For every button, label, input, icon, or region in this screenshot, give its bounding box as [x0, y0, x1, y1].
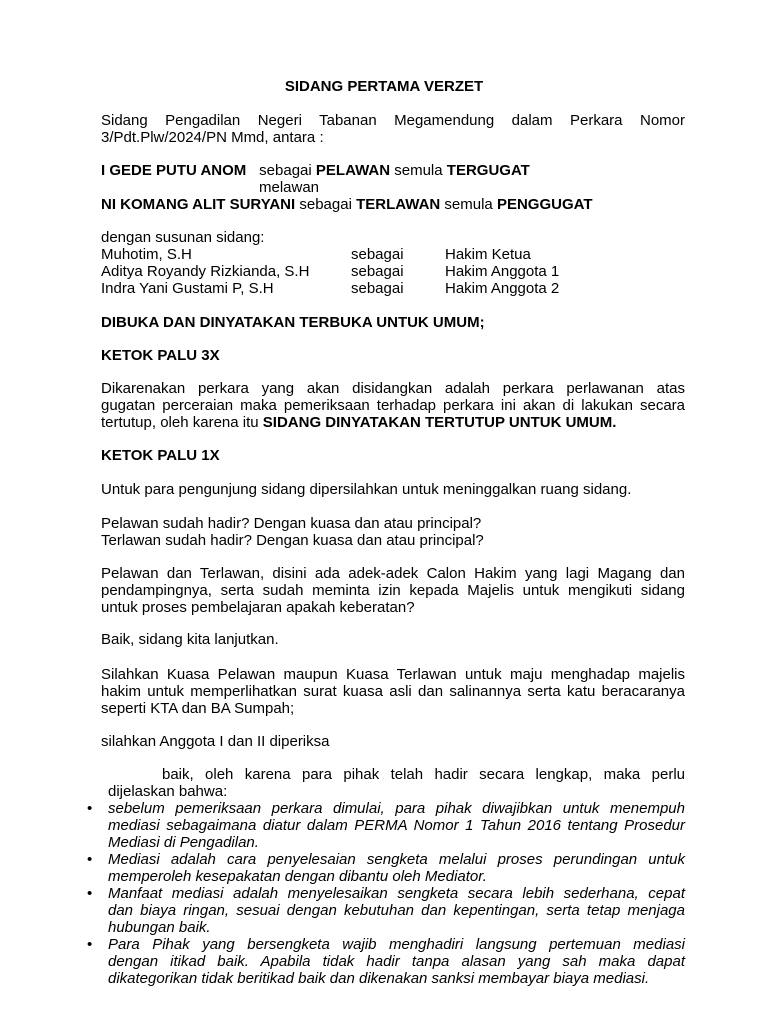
defendant-as-2: semula: [444, 196, 493, 213]
bench-member: [101, 280, 685, 297]
bullet-line: mediasi sebagaimana diatur dalam PERMA Nomor 1 Tahun 2016 tentang Prosedur: [108, 817, 685, 834]
member-role: Hakim Anggota 1: [445, 263, 560, 280]
bullet-line: Mediasi di Pengadilan.: [108, 834, 259, 851]
intro-paragraph: [101, 112, 685, 146]
member-name: Aditya Royandy Rizkianda, S.H: [101, 263, 310, 280]
bullet-dot-icon: •: [87, 885, 93, 902]
closed-session-declaration: SIDANG DINYATAKAN TERTUTUP UNTUK UMUM.: [262, 414, 617, 431]
counsel-paragraph: [101, 666, 685, 717]
mediation-bullet-list: [87, 800, 685, 987]
bench-composition: [101, 229, 685, 297]
intro-line-1: Sidang Pengadilan Negeri Tabanan Megamendung dalam Perkara Nomor: [101, 112, 685, 129]
defendant-as-1: sebagai: [299, 196, 352, 213]
bullet-line: Mediasi adalah cara penyelesaian sengketa melalui proses perundingan untuk: [108, 851, 685, 868]
closed-line-3: [101, 414, 685, 431]
bullet-line: Para Pihak yang bersengketa wajib menghadiri langsung pertemuan mediasi: [108, 936, 685, 953]
document-title: SIDANG PERTAMA VERZET: [284, 78, 484, 95]
bullet-line: Manfaat mediasi adalah menyelesaikan sengketa secara lebih sederhana, cepat: [108, 885, 685, 902]
interns-line-1: Pelawan dan Terlawan, disini ada adek-adek Calon Hakim yang lagi Magang dan: [101, 565, 685, 582]
member-role: Hakim Ketua: [445, 246, 531, 263]
member-role: Hakim Anggota 2: [445, 280, 560, 297]
versus-label: melawan: [259, 179, 320, 196]
closed-session-paragraph: [101, 380, 685, 431]
bullet-dot-icon: •: [87, 800, 93, 817]
counsel-line-2: hakim untuk memperlihatkan surat kuasa asli dan salinannya serta katu beracaranya: [101, 683, 685, 700]
question-defendant: Terlawan sudah hadir? Dengan kuasa dan atau principal?: [101, 532, 484, 549]
member-name: Muhotim, S.H: [101, 246, 192, 263]
bench-member: [101, 263, 685, 280]
bullet-line: dengan itikad baik. Apabila tidak hadir tanpa alasan yang sah maka dapat: [108, 953, 685, 970]
defendant-name: NI KOMANG ALIT SURYANI: [101, 196, 296, 213]
bullet-item: [87, 851, 685, 885]
closed-line-3-text: tertutup, oleh karena itu: [101, 414, 263, 431]
plaintiff-as-1: sebagai: [259, 162, 312, 179]
attendance-questions: [101, 515, 685, 549]
plaintiff-name: I GEDE PUTU ANOM: [101, 162, 247, 179]
interns-line-2: pendampingnya, serta sudah meminta izin kepada Majelis untuk mengikuti sidang: [101, 582, 685, 599]
visitors-instruction: Untuk para pengunjung sidang dipersilahkan untuk meninggalkan ruang sidang.: [101, 481, 632, 498]
member-name: Indra Yani Gustami P, S.H: [101, 280, 274, 297]
bullet-line: memperoleh kesepakatan dengan dibantu oleh Mediator.: [108, 868, 487, 885]
opening-statement: DIBUKA DAN DINYATAKAN TERBUKA UNTUK UMUM;: [101, 314, 485, 331]
bullet-dot-icon: •: [87, 851, 93, 868]
member-as: sebagai: [351, 280, 404, 297]
defendant-former-role: PENGGUGAT: [496, 196, 593, 213]
bullet-line: hubungan baik.: [108, 919, 211, 936]
bullet-item: [87, 800, 685, 851]
complete-line-2: dijelaskan bahwa:: [108, 783, 228, 800]
question-plaintiff: Pelawan sudah hadir? Dengan kuasa dan atau principal?: [101, 515, 482, 532]
member-as: sebagai: [351, 246, 404, 263]
counsel-line-3: seperti KTA dan BA Sumpah;: [101, 700, 295, 717]
bench-heading: dengan susunan sidang:: [101, 229, 265, 246]
examine-instruction: silahkan Anggota I dan II diperiksa: [101, 733, 330, 750]
complete-line-1: baik, oleh karena para pihak telah hadir secara lengkap, maka perlu: [162, 766, 685, 783]
plaintiff-former-role: TERGUGAT: [446, 162, 530, 179]
gavel-3x-heading: KETOK PALU 3X: [101, 347, 220, 364]
interns-line-3: untuk proses pembelajaran apakah keberatan?: [101, 599, 415, 616]
plaintiff-role: PELAWAN: [315, 162, 391, 179]
bench-member: [101, 246, 685, 263]
bullet-line: dan biaya ringan, sesuai dengan kebutuhan dan kepentingan, serta tetap menjaga: [108, 902, 685, 919]
counsel-line-1: Silahkan Kuasa Pelawan maupun Kuasa Terlawan untuk maju menghadap majelis: [101, 666, 685, 683]
bullet-line: sebelum pemeriksaan perkara dimulai, para pihak diwajibkan untuk menempuh: [108, 800, 685, 817]
bullet-dot-icon: •: [87, 936, 93, 953]
defendant-role: TERLAWAN: [356, 196, 441, 213]
intro-line-2: 3/Pdt.Plw/2024/PN Mmd, antara :: [101, 129, 324, 146]
closed-line-2: gugatan perceraian maka pemeriksaan terhadap perkara ini akan di lakukan secara: [101, 397, 685, 414]
gavel-1x-heading: KETOK PALU 1X: [101, 447, 220, 464]
plaintiff-as-2: semula: [394, 162, 443, 179]
interns-paragraph: [101, 565, 685, 616]
party-defendant: [101, 196, 685, 213]
bullet-item: [87, 885, 685, 936]
bullet-line: dikategorikan tidak beritikad baik dan dikenakan sanksi membayar biaya mediasi.: [108, 970, 650, 987]
bullet-item: [87, 936, 685, 987]
member-as: sebagai: [351, 263, 404, 280]
continue-statement: Baik, sidang kita lanjutkan.: [101, 631, 279, 648]
closed-line-1: Dikarenakan perkara yang akan disidangkan adalah perkara perlawanan atas: [101, 380, 685, 397]
party-plaintiff: [101, 162, 685, 179]
